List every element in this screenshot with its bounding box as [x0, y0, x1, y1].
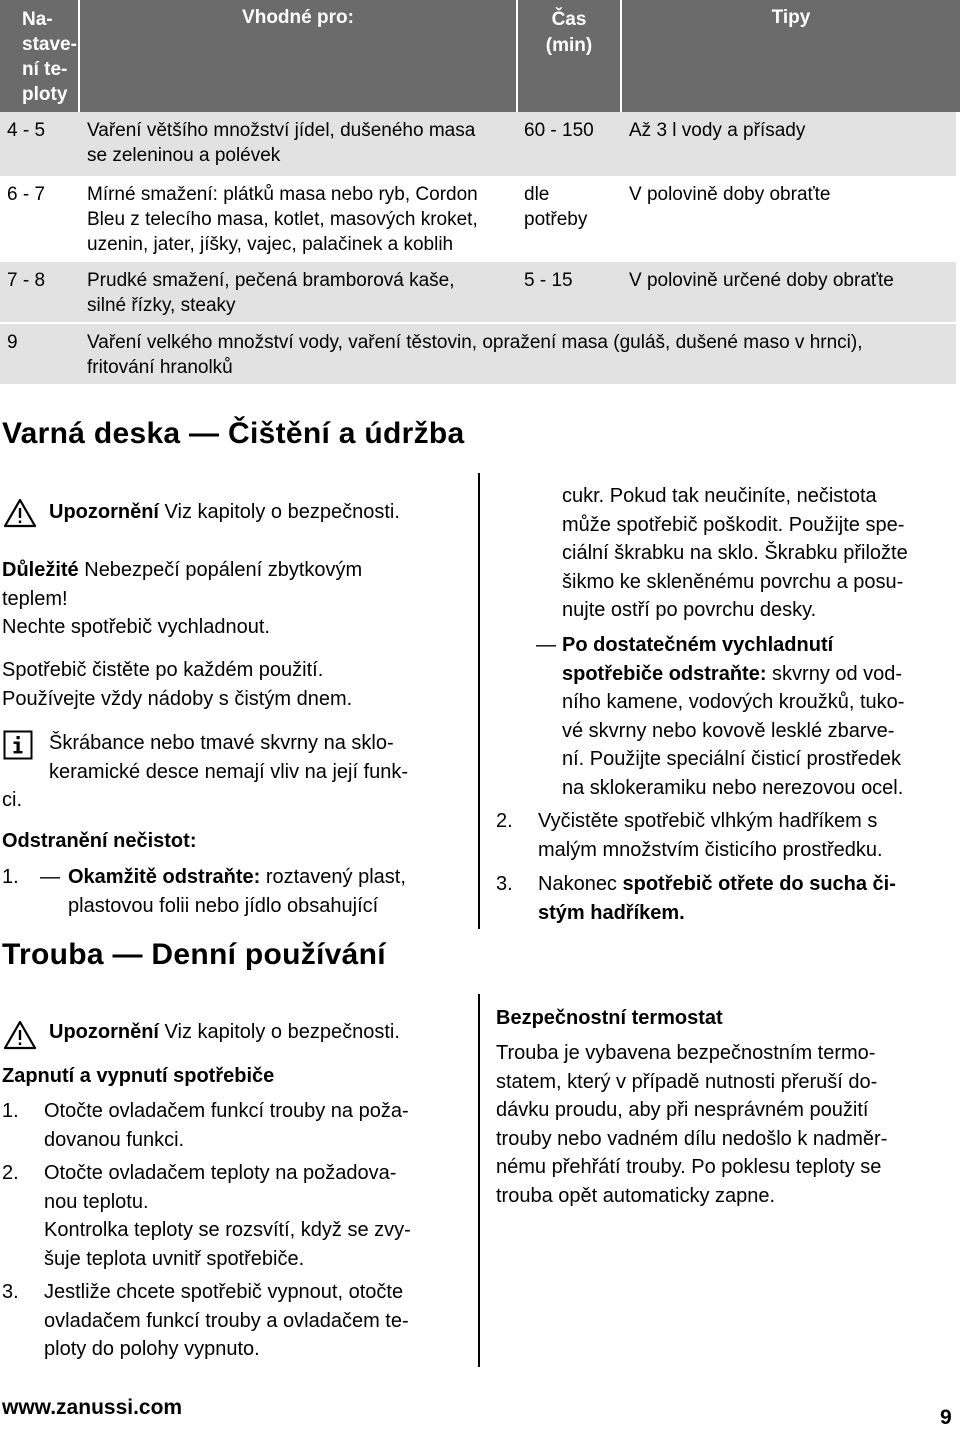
step-line: ploty do polohy vypnuto. [44, 1338, 260, 1360]
row-suitable [87, 118, 512, 168]
sub-step-line: ní. Použijte speciální čisticí prostředek [562, 748, 902, 770]
row-suitable-line: se zeleninou a polévek [87, 145, 281, 166]
step-line: roztavený plast, [260, 866, 406, 888]
row-time: 60 - 150 [524, 120, 594, 141]
row-suitable-line: fritování hranolků [87, 357, 233, 378]
row-setting: 6 - 7 [7, 184, 46, 205]
footer-url[interactable]: www.zanussi.com [2, 1396, 183, 1419]
step-bold: spotřebič otřete do sucha či- [622, 873, 896, 895]
step-line: ovladačem funkcí trouby a ovladačem te- [44, 1309, 409, 1332]
row-suitable [87, 330, 947, 380]
thermostat-line: statem, který v případě nutnosti přeruší do- [496, 1070, 878, 1093]
step-line: Kontrolka teploty se rozsvítí, když se zvy- [44, 1219, 411, 1241]
row-tips: Až 3 l vody a přísady [629, 120, 806, 141]
column-divider [478, 994, 480, 1367]
table-header [0, 0, 960, 112]
header-time-line: (min) [545, 35, 593, 56]
sub-step-text [562, 631, 960, 802]
important-note [2, 556, 362, 642]
sub-step-bold: Po dostatečném vychladnutí [562, 634, 834, 656]
warning-icon [3, 498, 37, 528]
paragraph-line: Spotřebič čistěte po každém použití. [2, 659, 324, 681]
row-suitable-line: Prudké smažení, pečená bramborová kaše, [87, 270, 455, 291]
info-text [49, 729, 408, 786]
thermostat-text [496, 1039, 958, 1210]
row-time-line: dle [524, 184, 550, 205]
step-number: 3. [2, 1281, 19, 1303]
step-line: plastovou folii nebo jídlo obsahující [68, 894, 379, 917]
warning-message: Viz kapitoly o bezpečnosti. [159, 501, 400, 523]
header-tips-label: Tipy [771, 7, 811, 28]
header-setting-line: ní te- [22, 59, 68, 80]
step-number: 2. [496, 810, 513, 832]
continued-line: cukr. Pokud tak neučiníte, nečistota [562, 485, 877, 507]
onoff-heading: Zapnutí a vypnutí spotřebiče [2, 1065, 275, 1087]
warning-message: Viz kapitoly o bezpečnosti. [159, 1021, 400, 1043]
sub-step-dash: — [536, 634, 556, 656]
section-title-hob-cleaning: Varná deska — Čištění a údržba [2, 417, 465, 450]
continued-line: nujte ostří po povrchu desky. [562, 599, 817, 621]
continued-text [562, 482, 960, 625]
table-row [0, 176, 956, 262]
removal-heading: Odstranění nečistot: [2, 830, 197, 852]
important-text: Nechte spotřebič vychladnout. [2, 616, 270, 638]
important-text: Nebezpečí popálení zbytkovým [78, 559, 363, 581]
thermostat-line: trouby nebo vadném dílu nedošlo k nadměr- [496, 1127, 888, 1150]
step-line: Jestliže chcete spotřebič vypnout, otočte [44, 1281, 404, 1303]
row-suitable-line: Vaření velkého množství vody, vaření těstovin, opražení masa (guláš, dušené maso v hrnci), [87, 332, 863, 353]
row-tips: V polovině určené doby obraťte [629, 270, 894, 291]
row-tips: V polovině doby obraťte [629, 184, 831, 205]
row-suitable [87, 268, 512, 318]
warning-text [49, 1018, 400, 1047]
info-line: keramické desce nemají vliv na její funk- [49, 760, 409, 783]
continued-line: šikmo ke skleněnému povrchu a posu- [562, 570, 904, 593]
warning-label: Upozornění [49, 1021, 159, 1043]
row-suitable-line: uzenin, jater, jíšky, vajec, palačinek a koblih [87, 234, 454, 255]
continued-line: může spotřebič poškodit. Použijte spe- [562, 513, 905, 536]
step-text [44, 1097, 474, 1154]
header-tips [622, 0, 960, 112]
sub-step-line: ního kamene, vodových kroužků, tuko- [562, 691, 905, 713]
step-line: Otočte ovladačem funkcí trouby na poža- [44, 1100, 409, 1122]
step-line: Nakonec [538, 873, 623, 895]
header-setting-line: Na- [22, 9, 53, 30]
table-row [0, 324, 956, 384]
sub-step-line: vé skvrny nebo kovově lesklé zbarve- [562, 719, 895, 742]
step-number: 2. [2, 1162, 19, 1184]
thermostat-line: dávku proudu, aby při nesprávném použití [496, 1099, 869, 1121]
step-number: 1. [2, 1100, 19, 1122]
row-time: 5 - 15 [524, 270, 573, 291]
info-icon [3, 730, 33, 760]
sub-step-line: skvrny od vod- [766, 662, 903, 685]
warning-text [49, 498, 400, 527]
table-row [0, 262, 956, 322]
step-bold: Okamžitě odstraňte: [68, 866, 261, 888]
row-suitable-line: Mírné smažení: plátků masa nebo ryb, Cordon [87, 184, 478, 205]
step-line: Otočte ovladačem teploty na požadova- [44, 1162, 397, 1184]
step-text [538, 870, 958, 927]
sub-step-line: na sklokeramiku nebo nerezovou ocel. [562, 776, 904, 799]
header-suitable [80, 0, 516, 112]
step-number: 1. [2, 866, 19, 888]
step-number: 3. [496, 873, 513, 895]
cleaning-paragraph [2, 656, 352, 713]
step-text [44, 1278, 474, 1364]
page-number: 9 [940, 1406, 952, 1429]
step-text [538, 807, 958, 864]
row-setting: 7 - 8 [7, 270, 46, 291]
step-line: šuje teplota uvnitř spotřebiče. [44, 1247, 305, 1270]
row-setting: 9 [7, 332, 18, 353]
header-suitable-label: Vhodné pro: [242, 7, 354, 28]
paragraph-line: Používejte vždy nádoby s čistým dnem. [2, 687, 353, 710]
info-line: Škrábance nebo tmavé skvrny na sklo- [49, 732, 394, 754]
column-divider [478, 473, 480, 929]
row-suitable-line: Vaření většího množství jídel, dušeného masa [87, 120, 476, 141]
row-suitable [87, 182, 512, 257]
row-time-line: potřeby [524, 209, 588, 230]
important-text: teplem! [2, 587, 68, 610]
row-suitable-line: silné řízky, steaky [87, 295, 236, 316]
table-row [0, 112, 956, 176]
header-time-line: Čas [551, 9, 587, 30]
header-setting-line: stave- [22, 34, 77, 55]
continued-line: ciální škrabku na sklo. Škrabku přiložte [562, 542, 908, 564]
header-setting-line: ploty [22, 84, 68, 105]
row-setting: 4 - 5 [7, 120, 46, 141]
important-label: Důležité [2, 559, 79, 581]
thermostat-heading: Bezpečnostní termostat [496, 1007, 723, 1029]
step-dash: — [40, 866, 60, 888]
step-line: malým množstvím čisticího prostředku. [538, 838, 883, 861]
info-line: ci. [2, 789, 22, 811]
step-line: nou teplotu. [44, 1190, 149, 1213]
thermostat-line: trouba opět automaticky zapne. [496, 1184, 776, 1207]
header-setting [0, 0, 78, 112]
sub-step-bold: spotřebiče odstraňte: [562, 662, 767, 685]
header-time [518, 0, 620, 112]
section-title-oven-daily-use: Trouba — Denní používání [2, 938, 386, 971]
step-line: dovanou funkci. [44, 1128, 185, 1151]
warning-icon [3, 1020, 37, 1050]
thermostat-line: nému přehřátí trouby. Po poklesu teploty se [496, 1156, 882, 1178]
row-suitable-line: Bleu z telecího masa, kotlet, masových kroket, [87, 209, 478, 230]
step-text [68, 863, 468, 920]
step-text [44, 1159, 474, 1273]
thermostat-line: Trouba je vybavena bezpečnostním termo- [496, 1042, 876, 1064]
step-bold: stým hadříkem. [538, 901, 685, 924]
warning-label: Upozornění [49, 501, 159, 523]
step-line: Vyčistěte spotřebič vlhkým hadříkem s [538, 810, 878, 832]
row-time [524, 182, 620, 232]
